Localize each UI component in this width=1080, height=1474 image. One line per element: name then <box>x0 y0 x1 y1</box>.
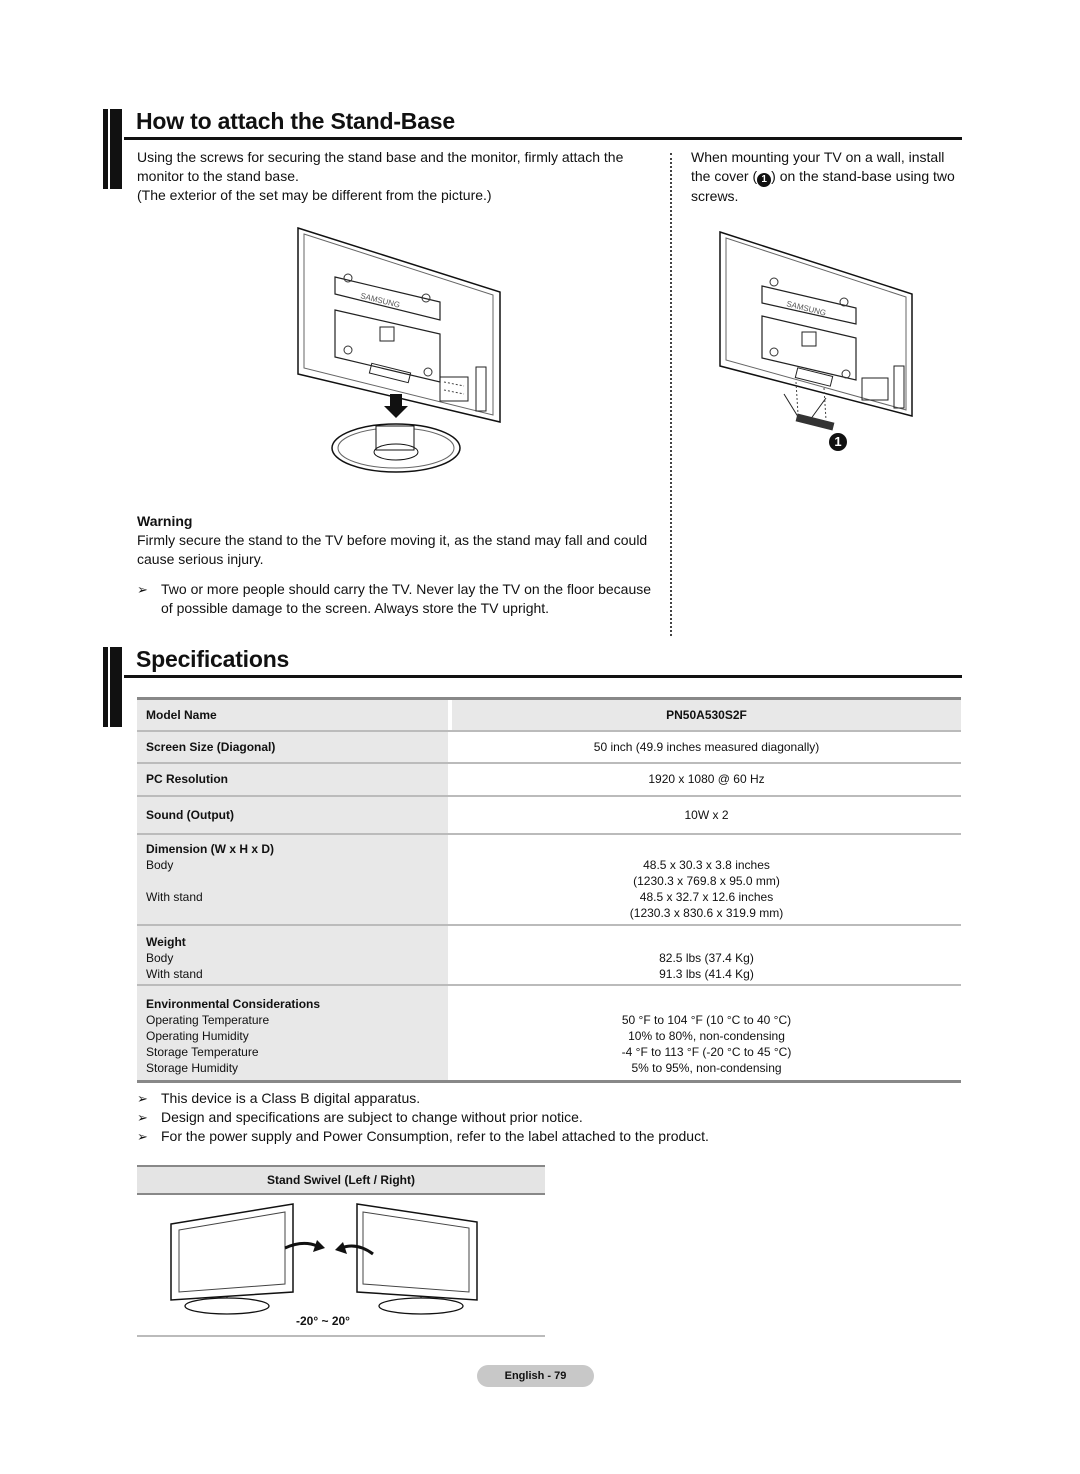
table-row <box>137 835 961 926</box>
swivel-illustration <box>165 1200 495 1320</box>
env-item: Storage Humidity <box>146 1061 239 1075</box>
brand-print: SAMSUNG <box>359 291 401 310</box>
intro-text: Using the screws for securing the stand base and the monitor, firmly attach the monitor to the stand base. <box>137 149 624 184</box>
section-rule <box>124 675 962 678</box>
env-value: 5% to 95%, non-condensing <box>631 1061 782 1075</box>
row-label: PC Resolution <box>137 764 448 795</box>
wall-mount-text <box>691 148 961 206</box>
row-value: 1920 x 1080 @ 60 Hz <box>448 764 961 795</box>
row-value: 50 inch (49.9 inches measured diagonally) <box>448 732 961 762</box>
swivel-bottom-rule <box>137 1335 545 1337</box>
env-item: Operating Humidity <box>146 1029 249 1043</box>
section-bar <box>103 647 108 727</box>
spec-note <box>137 1089 957 1108</box>
row-value <box>448 986 961 1080</box>
warning-tip <box>137 580 657 618</box>
row-label: Sound (Output) <box>137 797 448 833</box>
specifications-table <box>137 697 961 1083</box>
spec-note <box>137 1127 957 1146</box>
section-title-stand-base: How to attach the Stand-Base <box>136 108 455 134</box>
spec-note <box>137 1108 957 1127</box>
weight-label: Weight <box>146 935 186 949</box>
brand-print: SAMSUNG <box>785 299 827 318</box>
section-bar <box>103 109 108 189</box>
stand-base-intro <box>137 148 652 205</box>
swivel-range-label: -20° ~ 20° <box>296 1314 350 1328</box>
arrow-bullet-icon: ➢ <box>137 1129 148 1144</box>
dimension-stand-value-mm: (1230.3 x 830.6 x 319.9 mm) <box>629 906 784 920</box>
column-divider <box>670 153 672 636</box>
env-label: Environmental Considerations <box>146 997 321 1011</box>
section-bar <box>110 109 122 189</box>
warning-heading: Warning <box>137 513 193 529</box>
table-row <box>137 926 961 986</box>
weight-stand-label: With stand <box>146 967 203 981</box>
warning-tip-text: Two or more people should carry the TV. Never lay the TV on the floor because of possible damage to the screen. Always store the TV upright. <box>161 581 652 616</box>
arrow-bullet-icon: ➢ <box>137 1091 148 1106</box>
dimension-body-value-mm: (1230.3 x 769.8 x 95.0 mm) <box>633 874 780 888</box>
spec-note-text: For the power supply and Power Consumption, refer to the label attached to the product. <box>161 1128 709 1144</box>
dimension-label: Dimension (W x H x D) <box>146 842 275 856</box>
swivel-header: Stand Swivel (Left / Right) <box>137 1165 545 1195</box>
dimension-stand-label: With stand <box>146 890 203 904</box>
weight-body-label: Body <box>146 951 174 965</box>
env-item: Storage Temperature <box>146 1045 259 1059</box>
env-value: -4 °F to 113 °F (-20 °C to 45 °C) <box>621 1045 792 1059</box>
number-badge: 1 <box>757 173 771 187</box>
wall-text-a: When mounting your TV on a wall, install the cover ( <box>691 149 945 184</box>
dimension-body-value: 48.5 x 30.3 x 3.8 inches <box>643 858 770 872</box>
section-title-specifications: Specifications <box>136 646 290 672</box>
row-label <box>137 986 448 1080</box>
weight-stand-value: 91.3 lbs (41.4 Kg) <box>659 967 754 981</box>
table-row <box>137 764 961 797</box>
env-value: 50 °F to 104 °F (10 °C to 40 °C) <box>621 1013 792 1027</box>
row-label: Screen Size (Diagonal) <box>137 732 448 762</box>
table-row <box>137 732 961 764</box>
page-number-label: English - 79 <box>477 1365 594 1387</box>
stand-base-illustration <box>290 222 510 484</box>
exterior-note: (The exterior of the set may be different from the picture.) <box>137 187 492 203</box>
row-label <box>137 835 448 924</box>
warning-text: Firmly secure the stand to the TV before moving it, as the stand may fall and could cause serious injury. <box>137 532 648 567</box>
spec-note-text: Design and specifications are subject to change without prior notice. <box>161 1109 583 1125</box>
dimension-stand-value: 48.5 x 32.7 x 12.6 inches <box>639 890 774 904</box>
dimension-body-label: Body <box>146 858 174 872</box>
row-value <box>448 835 961 924</box>
row-value <box>448 926 961 984</box>
row-label <box>137 926 448 984</box>
section-rule <box>124 137 962 140</box>
arrow-bullet-icon: ➢ <box>137 1110 148 1125</box>
env-value: 10% to 80%, non-condensing <box>628 1029 785 1043</box>
spec-note-text: This device is a Class B digital apparatus. <box>161 1090 421 1106</box>
arrow-bullet-icon: ➢ <box>137 582 148 597</box>
weight-body-value: 82.5 lbs (37.4 Kg) <box>659 951 754 965</box>
env-item: Operating Temperature <box>146 1013 270 1027</box>
row-value: PN50A530S2F <box>448 700 961 730</box>
section-bar <box>110 647 122 727</box>
wall-text-b: ) on the stand-base using two screws. <box>691 168 955 204</box>
table-row <box>137 700 961 732</box>
callout-badge: 1 <box>829 433 847 451</box>
wall-cover-illustration <box>714 228 920 456</box>
table-row <box>137 986 961 1080</box>
row-value: 10W x 2 <box>448 797 961 833</box>
table-row <box>137 797 961 835</box>
row-label: Model Name <box>137 700 448 730</box>
